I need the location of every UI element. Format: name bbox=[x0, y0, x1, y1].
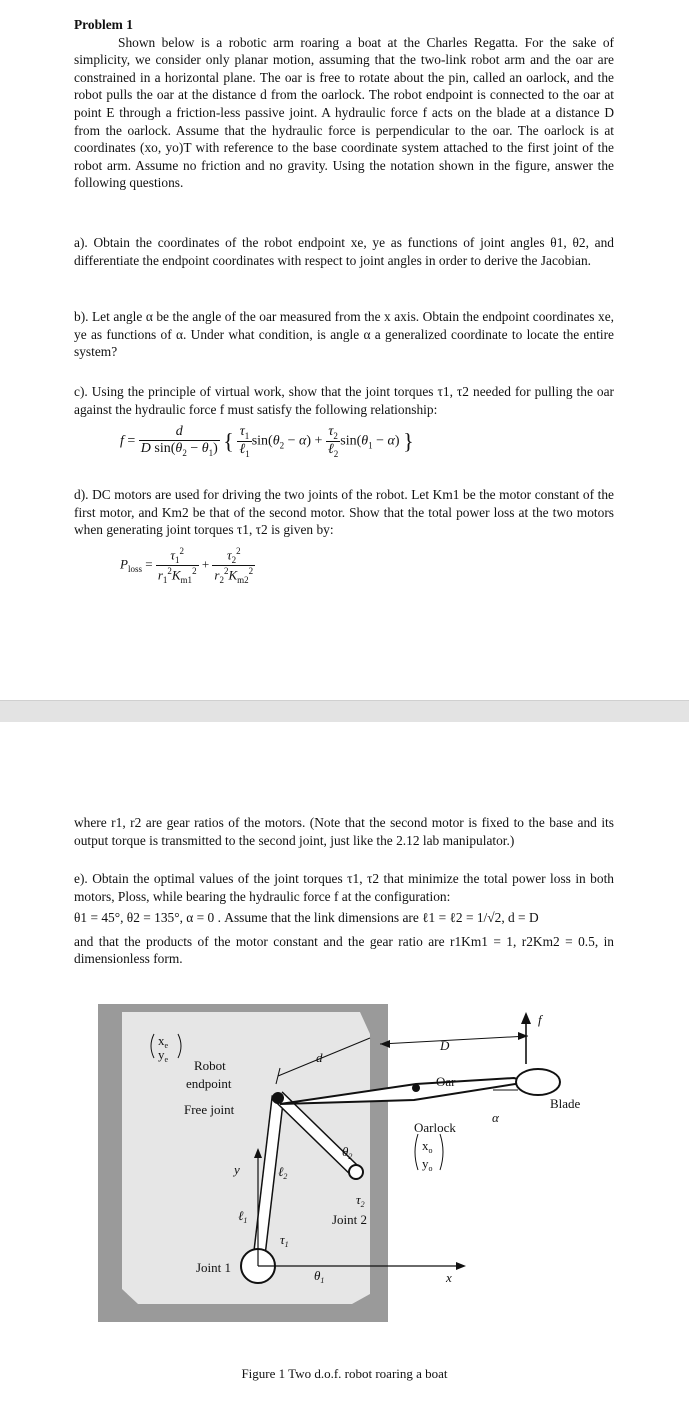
oarlock-vector-y: $y_o$ bbox=[422, 1156, 433, 1173]
label-l1: ℓ$_1$ bbox=[238, 1208, 248, 1225]
part-e-text: e). Obtain the optimal values of the joint torques τ1, τ2 that minimize the total power loss in both motors, Ploss, while bearing the hydraulic force f at the configuration: bbox=[74, 871, 614, 904]
label-robot: Robot bbox=[194, 1058, 226, 1073]
oarlock-bracket-left bbox=[415, 1134, 418, 1170]
label-blade: Blade bbox=[550, 1096, 581, 1111]
endpoint-vector-y: $y_e$ bbox=[158, 1047, 169, 1064]
figure-caption: Figure 1 Two d.o.f. robot roaring a boat bbox=[241, 1366, 448, 1381]
label-x-axis: x bbox=[446, 1270, 452, 1285]
joint-2-marker bbox=[349, 1165, 363, 1179]
part-a-text: a). Obtain the coordinates of the robot endpoint xe, ye as functions of joint angles θ1, θ2, and differentiate the endpoint coordinates with respect to joint angles in order to derive the Jacobian. bbox=[74, 235, 614, 268]
part-d-continued bbox=[74, 814, 614, 849]
label-tau2: $\tau_2$ bbox=[356, 1192, 365, 1209]
part-e bbox=[74, 870, 614, 968]
page-gap bbox=[0, 700, 689, 724]
problem-title: Problem 1 bbox=[74, 17, 133, 32]
part-c-text: c). Using the principle of virtual work, show that the joint torques τ1, τ2 needed for pulling the oar against the hydraulic force f must satisfy the following relationship: bbox=[74, 384, 614, 417]
robot-boat-figure bbox=[98, 1004, 618, 1322]
label-d: d bbox=[316, 1050, 323, 1065]
part-d-continued-text: where r1, r2 are gear ratios of the motors. (Note that the second motor is fixed to the base and its output torque is transmitted to the second joint, just like the 2.12 lab manipulator.) bbox=[74, 815, 614, 848]
label-free-joint: Free joint bbox=[184, 1102, 235, 1117]
part-e-end: and that the products of the motor constant and the gear ratio are r1Km1 = 1, r2Km2 = 0.5, in dimensionless form. bbox=[74, 933, 614, 967]
D-dimension-line bbox=[380, 1036, 528, 1044]
oarlock-bracket-right bbox=[440, 1134, 443, 1170]
x-axis-arrow bbox=[456, 1262, 466, 1270]
part-d-text: d). DC motors are used for driving the two joints of the robot. Let Km1 be the motor constant of the first motor, and Km2 be that of the second motor. Show that the total power loss at the two motors when generating joint torques τ1, τ2 is given by: bbox=[74, 487, 614, 538]
oarlock-vector-x: $x_o$ bbox=[422, 1138, 433, 1155]
label-y-axis: y bbox=[234, 1162, 240, 1177]
part-c bbox=[74, 383, 614, 418]
problem-block bbox=[74, 16, 614, 192]
part-b-text: b). Let angle α be the angle of the oar measured from the x axis. Obtain the endpoint coordinates xe, ye as functions of α. Under what condition, is angle α a generalized coordinate to locate the entire system? bbox=[74, 309, 614, 360]
part-d bbox=[74, 486, 614, 539]
label-l2: ℓ$_2$ bbox=[278, 1164, 288, 1181]
label-D: D bbox=[440, 1038, 450, 1053]
part-a bbox=[74, 234, 614, 269]
label-joint1: Joint 1 bbox=[196, 1260, 232, 1275]
oar-blade bbox=[516, 1069, 560, 1095]
label-f: f bbox=[538, 1012, 542, 1027]
label-endpoint: endpoint bbox=[186, 1076, 232, 1091]
label-theta1: $\theta_1$ bbox=[314, 1268, 325, 1285]
part-e-config: θ1 = 45°, θ2 = 135°, α = 0 . Assume that the link dimensions are ℓ1 = ℓ2 = 1/√2, d = D bbox=[74, 910, 539, 926]
oarlock-marker bbox=[412, 1084, 420, 1092]
label-theta2: $\theta_2$ bbox=[342, 1144, 353, 1161]
free-joint-marker bbox=[272, 1092, 284, 1104]
equation-power-loss: $P_{loss}$ = $\frac{\tau_1^2}{r_1^2K_{m1}^2}$ + $\frac{\tau_2^2}{r_2^2K_{m2}^2}$ bbox=[120, 546, 254, 585]
endpoint-vector-x: $x_e$ bbox=[158, 1033, 169, 1050]
label-joint2: Joint 2 bbox=[332, 1212, 368, 1227]
page-1 bbox=[0, 0, 689, 700]
label-tau1: $\tau_1$ bbox=[280, 1232, 289, 1249]
label-alpha: α bbox=[492, 1110, 499, 1125]
force-arrow-head bbox=[521, 1012, 531, 1024]
part-b bbox=[74, 308, 614, 361]
label-oar: Oar bbox=[436, 1074, 456, 1089]
problem-intro: Shown below is a robotic arm roaring a boat at the Charles Regatta. For the sake of simplicity, we consider only planar motion, assuming that the two-link robot arm and the oar are constrained in a horizontal plane. The oar is free to rotate about the pin, called an oarlock, and the robot pulls the oar at the distance d from the oarlock. The robot endpoint is connected to the oar at point E through a friction-less passive joint. A hydraulic force f acts on the blade at a distance D from the oarlock. Assume that the hydraulic force is perpendicular to the oar. The oarlock is at coordinates (xo, yo)T with reference to the base coordinate system attached to the first joint of the robot arm. Assume no friction and no gravity. Using the notation shown in the figure, answer the following questions. bbox=[74, 34, 614, 191]
label-oarlock: Oarlock bbox=[414, 1120, 456, 1135]
equation-force: f = $\frac{d}{D \sin(\theta_2 - \theta_1)}$ { $\frac{\tau_1}{\ell_1}$ $\sin(\theta_2 - \alpha)$ + $\frac{\tau_2}{\ell_2}$ $\sin(\theta_1 - \alpha)$ } bbox=[120, 424, 414, 459]
